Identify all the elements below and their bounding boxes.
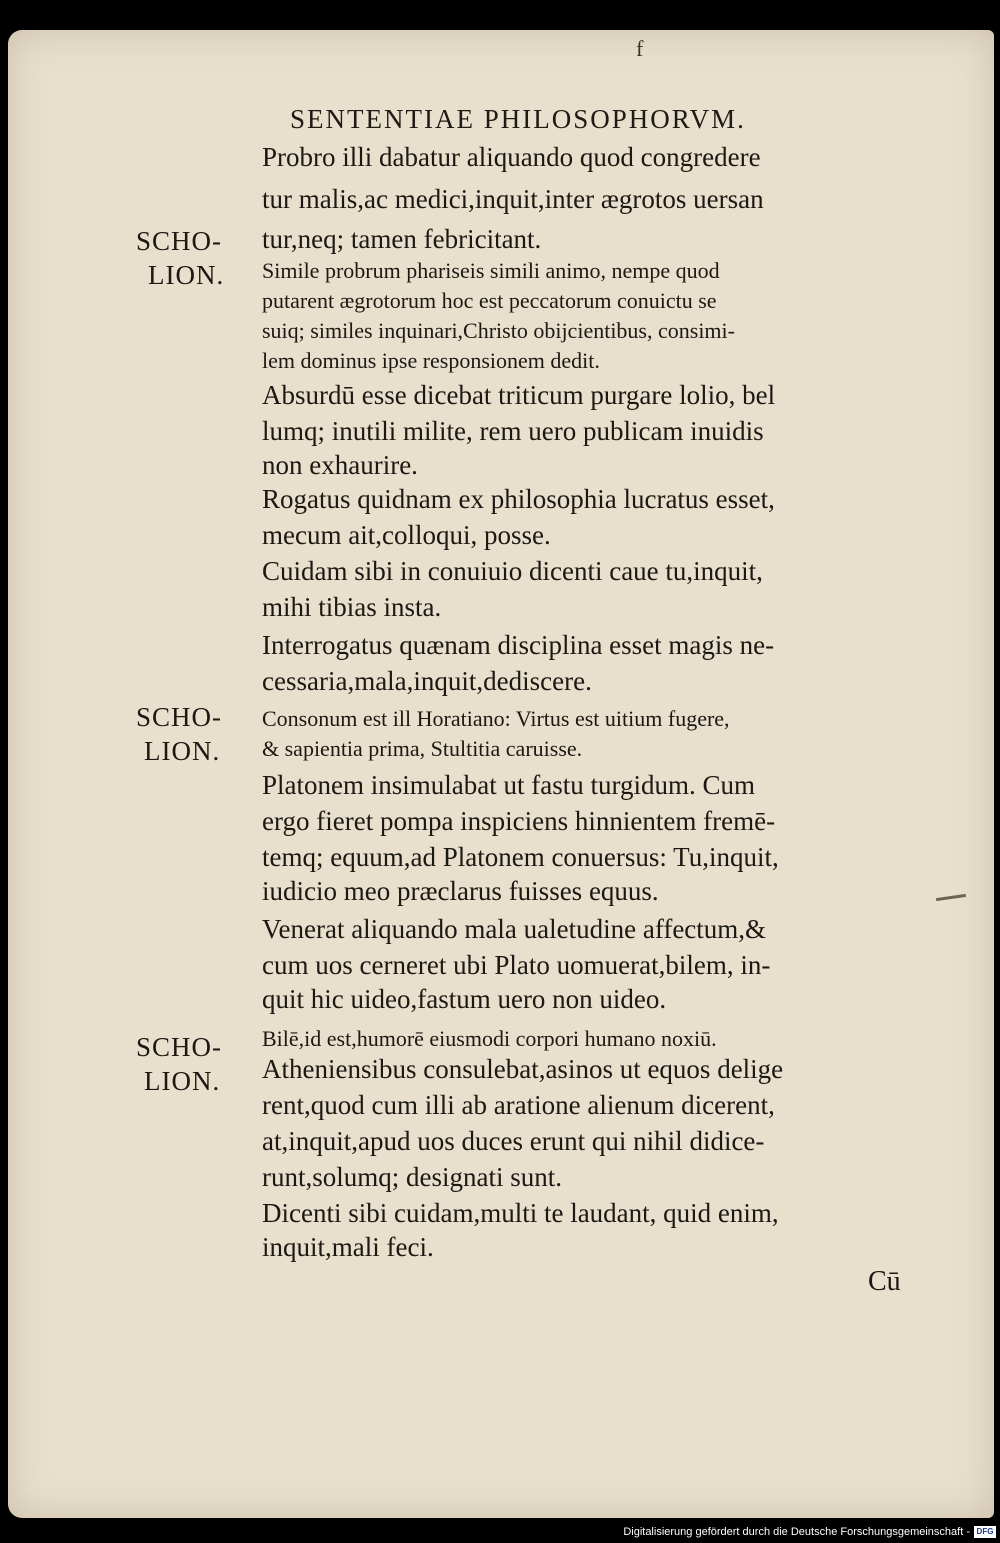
text-line: suiq; similes inquinari,Christo obijcientibus, consimi- [262, 318, 735, 343]
text-line: & sapientia prima, Stultitia caruisse. [262, 736, 583, 761]
text-line: Interrogatus quænam disciplina esset magis ne- [262, 630, 775, 660]
text-line: lumq; inutili milite, rem uero publicam inuidis [262, 416, 764, 446]
text-line: Atheniensibus consulebat,asinos ut equos delige [262, 1054, 784, 1084]
digitization-footer [623, 1524, 996, 1540]
margin-note-line: SCHO- [136, 1032, 223, 1062]
running-head: SENTENTIAE PHILOSOPHORVM. [290, 104, 746, 134]
margin-note-scholion [136, 224, 224, 292]
catchword: Cū [868, 1266, 901, 1297]
text-line: Consonum est ill Horatiano: Virtus est uitium fugere, [262, 706, 730, 731]
text-line: at,inquit,apud uos duces erunt qui nihil didice- [262, 1126, 765, 1156]
text-line: runt,solumq; designati sunt. [262, 1162, 562, 1192]
text-line: tur,neq; tamen febricitant. [262, 224, 542, 254]
folio-mark: f [636, 36, 644, 61]
text-line: rent,quod cum illi ab aratione alienum dicerent, [262, 1090, 775, 1120]
text-line: putarent ægrotorum hoc est peccatorum conuictu se [262, 288, 717, 313]
dfg-logo-icon: DFG [974, 1526, 996, 1538]
text-line: Absurdū esse dicebat triticum purgare lolio, bel [262, 380, 776, 410]
text-line: lem dominus ipse responsionem dedit. [262, 348, 600, 373]
text-line: Bilē,id est,humorē eiusmodi corpori humano noxiū. [262, 1026, 717, 1051]
text-line: Dicenti sibi cuidam,multi te laudant, quid enim, [262, 1198, 779, 1228]
text-line: Venerat aliquando mala ualetudine affectum,& [262, 914, 767, 944]
margin-note-scholion [136, 1030, 222, 1098]
text-line: cessaria,mala,inquit,dediscere. [262, 666, 592, 696]
edge-mark [936, 894, 966, 901]
text-line: inquit,mali feci. [262, 1232, 434, 1262]
margin-note-scholion [136, 700, 222, 768]
text-line: tur malis,ac medici,inquit,inter ægrotos uersan [262, 184, 764, 214]
text-line: cum uos cerneret ubi Plato uomuerat,bilem, in- [262, 950, 771, 980]
text-line: temq; equum,ad Platonem conuersus: Tu,inquit, [262, 842, 779, 872]
text-line: Simile probrum phariseis simili animo, nempe quod [262, 258, 720, 283]
text-line: Platonem insimulabat ut fastu turgidum. Cum [262, 770, 755, 800]
margin-note-line: SCHO- [136, 226, 223, 256]
text-line: Probro illi dabatur aliquando quod congredere [262, 142, 761, 172]
text-line: ergo fieret pompa inspiciens hinnientem fremē- [262, 806, 776, 836]
text-line: non exhaurire. [262, 450, 418, 480]
margin-note-line: SCHO- [136, 702, 223, 732]
text-line: Cuidam sibi in conuiuio dicenti caue tu,inquit, [262, 556, 763, 586]
footer-text: Digitalisierung gefördert durch die Deutsche Forschungsgemeinschaft - [623, 1526, 970, 1538]
margin-note-line: LION. [144, 736, 221, 766]
text-line: mihi tibias insta. [262, 592, 442, 622]
text-line: mecum ait,colloqui, posse. [262, 520, 551, 550]
margin-note-line: LION. [144, 1066, 221, 1096]
text-line: quit hic uideo,fastum uero non uideo. [262, 984, 667, 1014]
text-line: Rogatus quidnam ex philosophia lucratus esset, [262, 484, 775, 514]
margin-note-line: LION. [148, 260, 225, 290]
text-line: iudicio meo præclarus fuisses equus. [262, 876, 659, 906]
